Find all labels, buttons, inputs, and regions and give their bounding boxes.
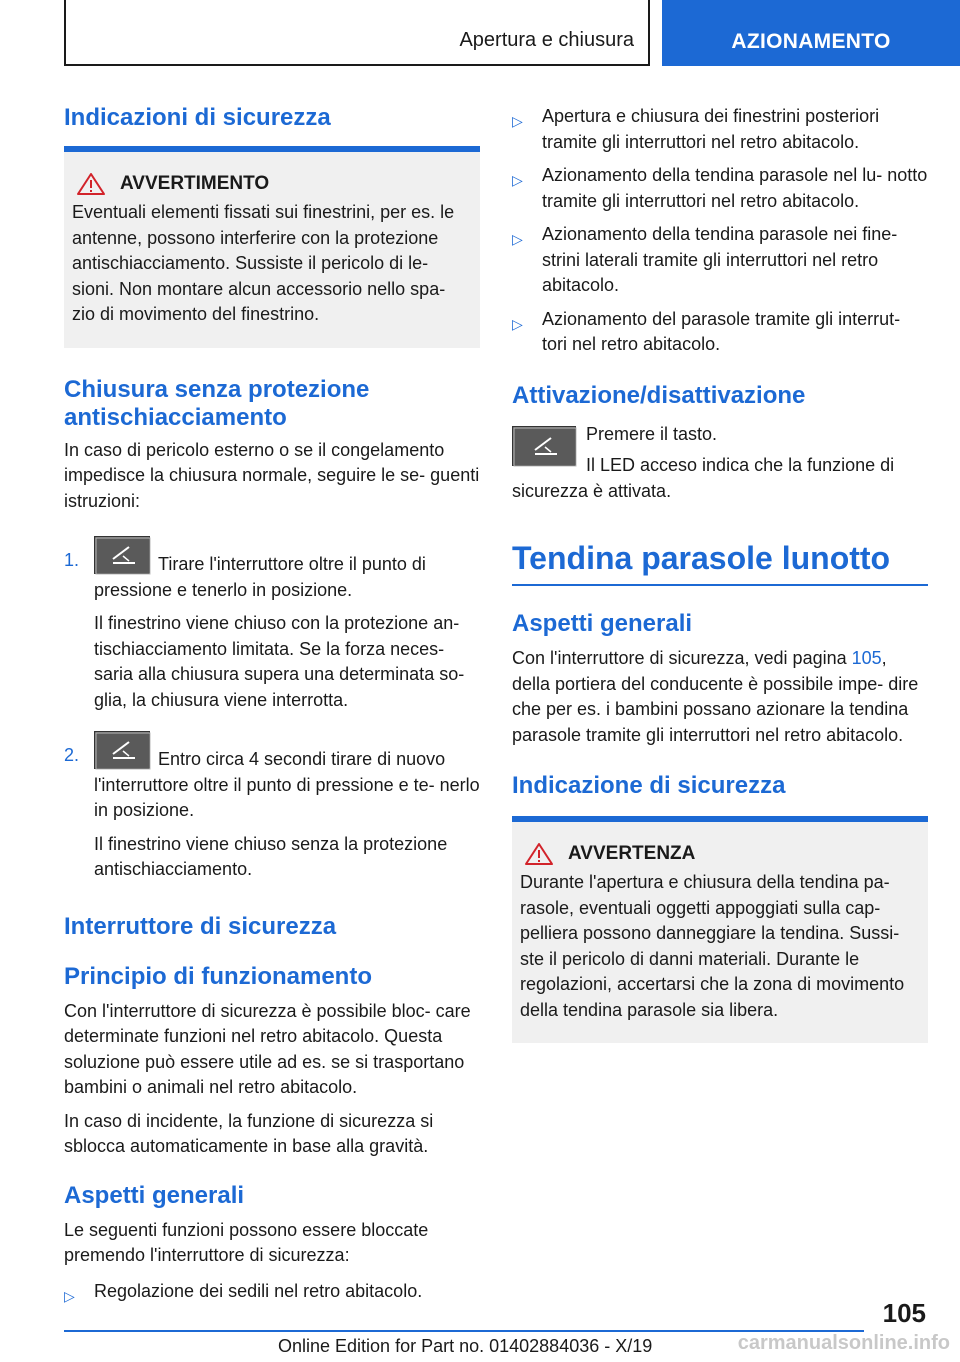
warning-label: AVVERTENZA — [568, 843, 696, 864]
closing-heading: Chiusura senza protezione antischiacciamento — [64, 375, 370, 431]
principle-heading: Principio di funzionamento — [64, 962, 372, 990]
general-intro: Le seguenti funzioni possono essere bloccate premendo l'interruttore di sicurezza: — [64, 1219, 429, 1265]
warning-text: Durante l'apertura e chiusura della tendina pa- rasole, eventuali oggetti appoggiati sulla cap- pelliera possono danneggiare la tendina. Sussi- ste il pericolo di danni materiali. Durante le regolazioni, accertarsi che la zona di movimento della tendina parasole sia libera. — [520, 872, 905, 1020]
list-item: ▷ Azionamento della tendina parasole nei fine- strini laterali tramite gli interruttori nel retro abitacolo. — [512, 224, 898, 295]
bullet-triangle-icon: ▷ — [512, 172, 523, 188]
right-column — [512, 100, 928, 1043]
warning-box — [512, 816, 928, 1043]
bullet-triangle-icon: ▷ — [512, 113, 523, 129]
list-item: ▷ Azionamento della tendina parasole nel lu- notto tramite gli interruttori nel retro abitacolo. — [512, 165, 928, 211]
window-switch-icon — [94, 536, 150, 574]
activation-heading: Attivazione/disattivazione — [512, 381, 806, 409]
safety-heading: Indicazione di sicurezza — [512, 772, 786, 799]
general-heading: Aspetti generali — [64, 1181, 245, 1209]
warning-title — [520, 842, 920, 866]
header-frame — [64, 0, 650, 66]
page-number: 105 — [882, 1298, 926, 1328]
list-item: ▷ Apertura e chiusura dei finestrini posteriori tramite gli interruttori nel retro abitacolo. — [512, 106, 880, 152]
warning-box — [64, 146, 480, 348]
warning-triangle-icon — [76, 172, 106, 196]
step-text: Entro circa 4 secondi tirare di nuovo l'interruttore oltre il punto di pressione e te- nerlo in posizione. — [94, 731, 480, 824]
section-title: Apertura e chiusura — [459, 29, 634, 51]
chapter-title: Tendina parasole lunotto — [512, 538, 928, 586]
activation-paragraph-2: Il LED acceso indica che la funzione di sicurezza è attivata. — [512, 455, 895, 501]
window-switch-icon — [94, 731, 150, 769]
chapter-tab — [662, 0, 960, 66]
switch-heading: Interruttore di sicurezza — [64, 912, 337, 940]
step-2 — [64, 731, 480, 883]
warning-text: Eventuali elementi fissati sui finestrini, per es. le antenne, possono interferire con la protezione antischiacciamento. Sussiste il pericolo di le- sioni. Non montare alcun accessorio nello spa- zio di movimento del finestrino. — [72, 202, 455, 324]
bullet-triangle-icon: ▷ — [64, 1287, 75, 1304]
step-1 — [64, 536, 480, 713]
bullet-triangle-icon: ▷ — [512, 315, 523, 332]
safety-heading: Indicazioni di sicurezza — [64, 104, 331, 131]
step-number: 1. — [64, 550, 80, 570]
general-paragraph: Con l'interruttore di sicurezza, vedi pagina 105, della portiera del conducente è possibile impe- dire che per es. i bambini possano azionare la tendina parasole tramite gli interruttori nel retro abitacolo. — [512, 648, 919, 745]
activation-paragraph-1: Premere il tasto. — [586, 423, 718, 444]
chapter-tab-label: AZIONAMENTO — [731, 30, 891, 53]
step-note: Il finestrino viene chiuso con la protezione an- tischiacciamento limitata. Se la forza neces- saria alla chiusura supera una determinata so- glia, la chiusura viene interrotta. — [94, 613, 465, 710]
left-column — [64, 100, 480, 1304]
bullet-triangle-icon: ▷ — [512, 231, 523, 247]
list-item: ▷ Regolazione dei sedili nel retro abitacolo. — [64, 1279, 480, 1305]
page-reference-link[interactable]: 105 — [851, 648, 882, 668]
watermark: carmanualsonline.info — [737, 1332, 950, 1354]
edition-text: Online Edition for Part no. 01402884036 - X/19 — [278, 1336, 653, 1356]
step-number: 2. — [64, 745, 80, 765]
safety-switch-icon — [512, 426, 576, 466]
step-note: Il finestrino viene chiuso senza la protezione antischiacciamento. — [94, 833, 448, 879]
step-text: Tirare l'interruttore oltre il punto di pressione e tenerlo in posizione. — [94, 536, 480, 603]
principle-paragraph-1: Con l'interruttore di sicurezza è possibile bloc- care determinate funzioni nel retro abitacolo. Questa soluzione può essere utile ad es. se si trasportano bambini o animali nel retro abitacolo. — [64, 1000, 471, 1097]
warning-label: AVVERTIMENTO — [120, 173, 270, 194]
warning-title — [72, 172, 472, 196]
principle-paragraph-2: In caso di incidente, la funzione di sicurezza si sblocca automaticamente in base alla gravità. — [64, 1110, 434, 1156]
warning-triangle-icon — [524, 842, 554, 866]
closing-intro: In caso di pericolo esterno o se il congelamento impedisce la chiusura normale, seguire le se- guenti istruzioni: — [64, 439, 480, 511]
general-heading: Aspetti generali — [512, 610, 693, 637]
activation-block — [512, 422, 928, 505]
list-item: ▷ Azionamento del parasole tramite gli interrut- tori nel retro abitacolo. — [512, 308, 901, 354]
